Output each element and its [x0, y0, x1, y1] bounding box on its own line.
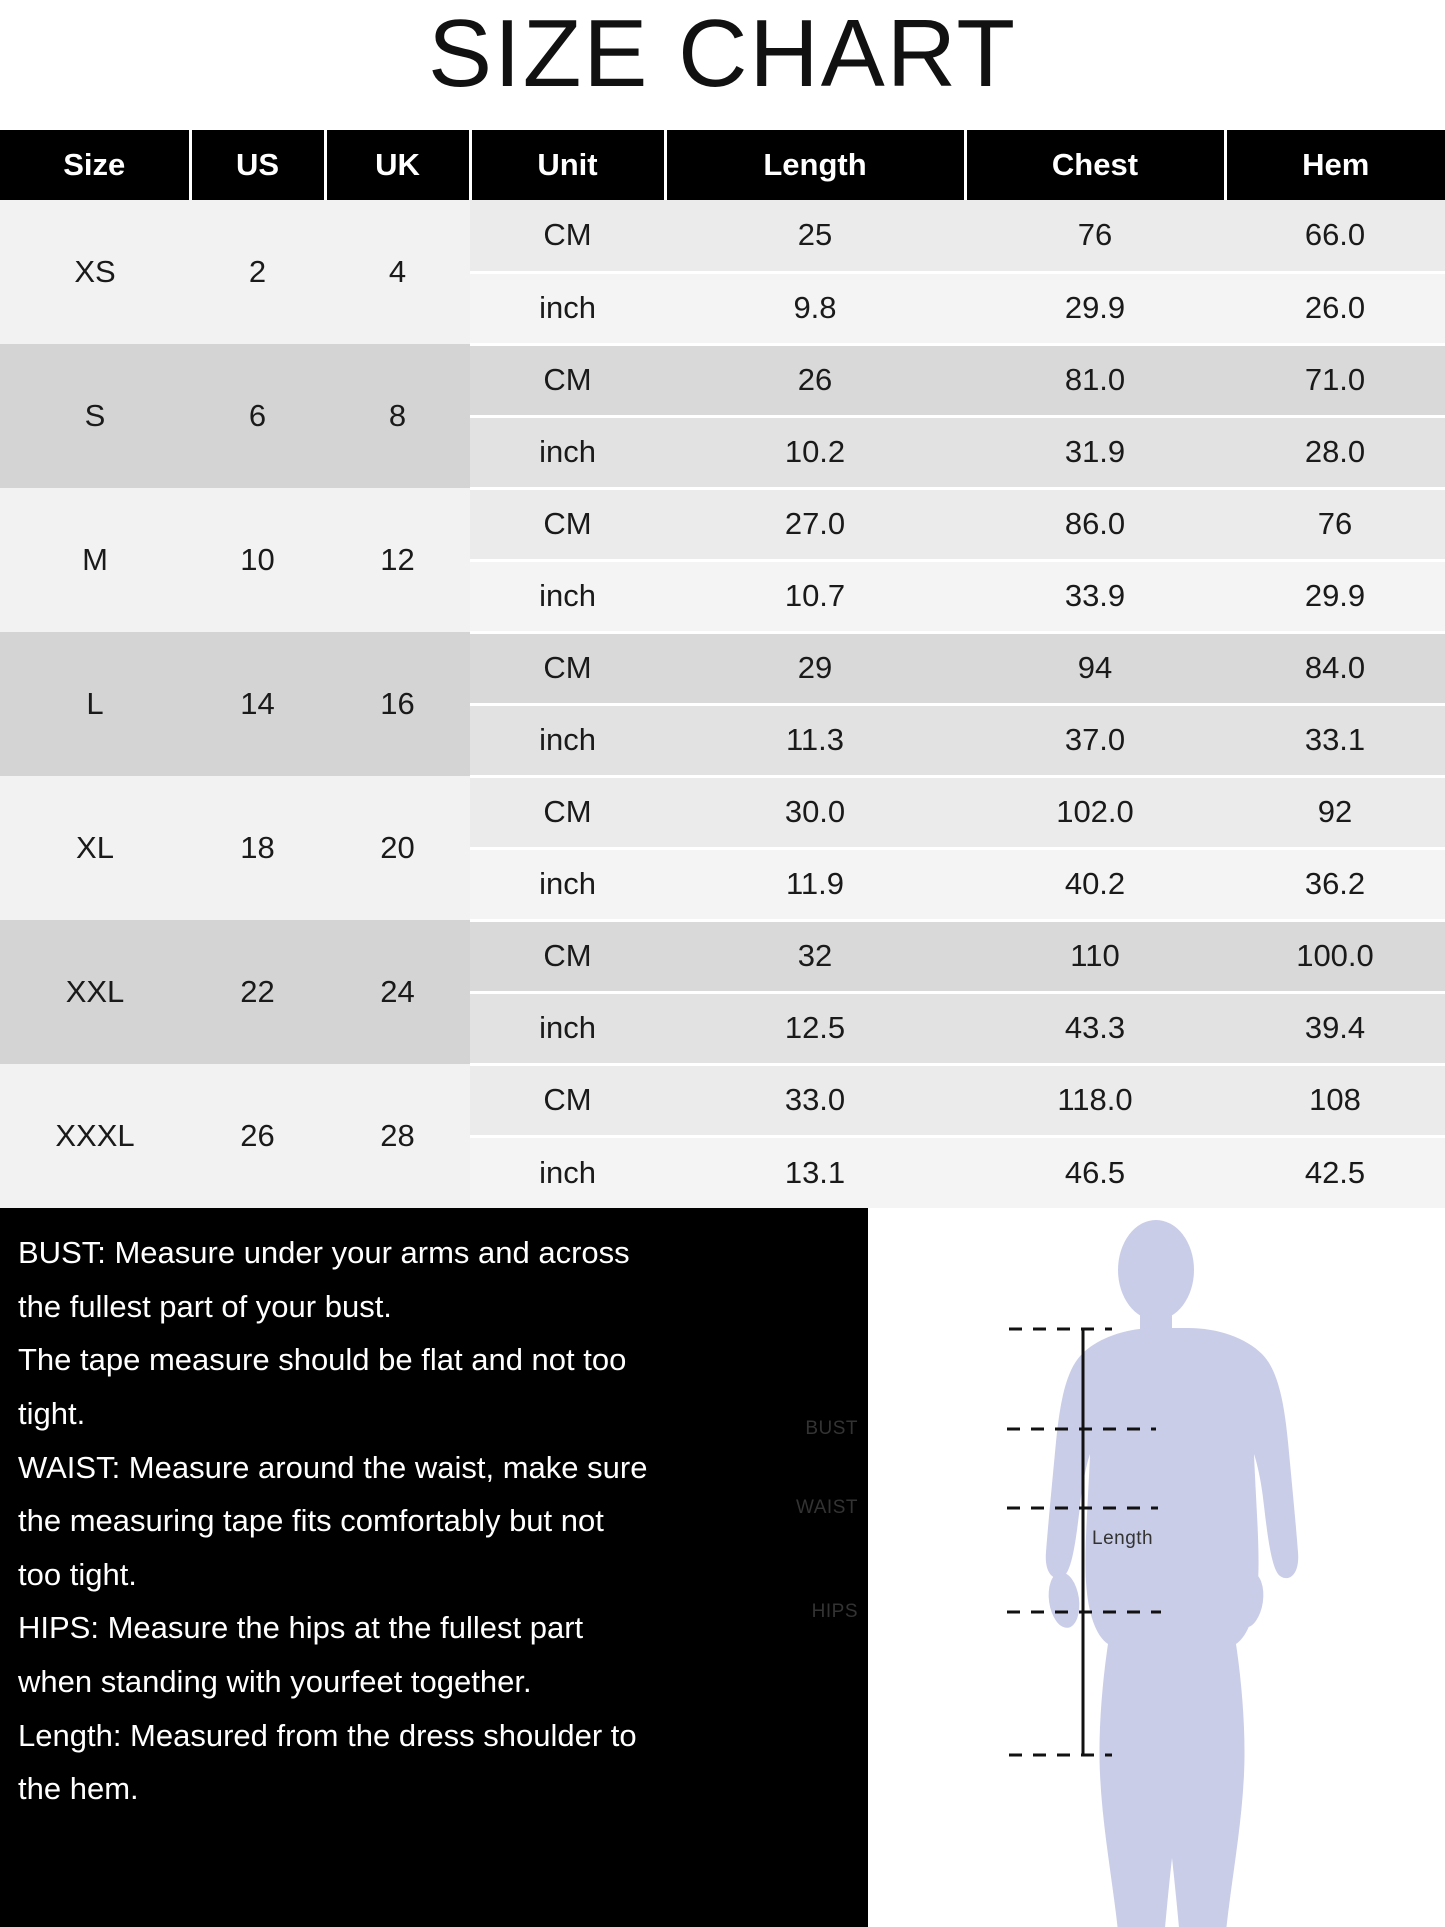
label-hips: HIPS — [811, 1601, 858, 1622]
size-chart-table — [0, 130, 1445, 1208]
cell-length: 32 — [665, 920, 965, 992]
cell-chest: 33.9 — [965, 560, 1225, 632]
cell-length: 29 — [665, 632, 965, 704]
cell-hem: 100.0 — [1225, 920, 1445, 992]
cell-size: XL — [0, 776, 190, 920]
header-unit: Unit — [470, 130, 665, 200]
cell-unit: CM — [470, 632, 665, 704]
body-measurement-figure — [796, 1208, 1445, 1927]
header-size: Size — [0, 130, 190, 200]
header-uk: UK — [325, 130, 470, 200]
table-row — [0, 632, 1445, 704]
cell-hem: 28.0 — [1225, 416, 1445, 488]
cell-unit: inch — [470, 416, 665, 488]
cell-hem: 29.9 — [1225, 560, 1445, 632]
cell-unit: inch — [470, 272, 665, 344]
header-length: Length — [665, 130, 965, 200]
note-line: the measuring tape fits comfortably but not — [18, 1503, 604, 1539]
cell-chest: 37.0 — [965, 704, 1225, 776]
cell-uk: 20 — [325, 776, 470, 920]
cell-unit: CM — [470, 920, 665, 992]
header-us: US — [190, 130, 325, 200]
table-row — [0, 776, 1445, 848]
cell-us: 2 — [190, 200, 325, 344]
table-row — [0, 1064, 1445, 1136]
cell-chest: 40.2 — [965, 848, 1225, 920]
cell-unit: CM — [470, 488, 665, 560]
header-hem: Hem — [1225, 130, 1445, 200]
cell-hem: 33.1 — [1225, 704, 1445, 776]
cell-unit: inch — [470, 848, 665, 920]
cell-size: S — [0, 344, 190, 488]
cell-hem: 108 — [1225, 1064, 1445, 1136]
cell-us: 26 — [190, 1064, 325, 1208]
cell-us: 18 — [190, 776, 325, 920]
cell-chest: 29.9 — [965, 272, 1225, 344]
label-waist: WAIST — [796, 1497, 858, 1518]
cell-length: 27.0 — [665, 488, 965, 560]
cell-chest: 102.0 — [965, 776, 1225, 848]
note-line: BUST: Measure under your arms and across — [18, 1235, 630, 1270]
cell-unit: CM — [470, 776, 665, 848]
cell-unit: CM — [470, 344, 665, 416]
note-line: too tight. — [18, 1556, 137, 1592]
cell-unit: inch — [470, 1136, 665, 1208]
label-bust: BUST — [805, 1418, 858, 1439]
cell-hem: 39.4 — [1225, 992, 1445, 1064]
cell-uk: 12 — [325, 488, 470, 632]
cell-length: 9.8 — [665, 272, 965, 344]
note-line: The tape measure should be flat and not too — [18, 1342, 627, 1378]
table-row — [0, 344, 1445, 416]
table-header-row — [0, 130, 1445, 200]
page-title: SIZE CHART — [428, 0, 1017, 107]
cell-hem: 84.0 — [1225, 632, 1445, 704]
cell-chest: 31.9 — [965, 416, 1225, 488]
cell-chest: 46.5 — [965, 1136, 1225, 1208]
cell-length: 30.0 — [665, 776, 965, 848]
cell-length: 11.3 — [665, 704, 965, 776]
cell-length: 25 — [665, 200, 965, 272]
cell-uk: 8 — [325, 344, 470, 488]
cell-unit: inch — [470, 704, 665, 776]
cell-unit: CM — [470, 1064, 665, 1136]
cell-us: 14 — [190, 632, 325, 776]
cell-us: 6 — [190, 344, 325, 488]
label-length: Length — [1092, 1528, 1154, 1549]
cell-size: XXXL — [0, 1064, 190, 1208]
cell-size: M — [0, 488, 190, 632]
table-row — [0, 920, 1445, 992]
cell-hem: 71.0 — [1225, 344, 1445, 416]
cell-hem: 26.0 — [1225, 272, 1445, 344]
cell-hem: 36.2 — [1225, 848, 1445, 920]
cell-chest: 81.0 — [965, 344, 1225, 416]
note-line: HIPS: Measure the hips at the fullest part — [18, 1610, 584, 1646]
cell-unit: CM — [470, 200, 665, 272]
cell-hem: 92 — [1225, 776, 1445, 848]
cell-uk: 4 — [325, 200, 470, 344]
cell-length: 13.1 — [665, 1136, 965, 1208]
table-row — [0, 488, 1445, 560]
cell-uk: 24 — [325, 920, 470, 1064]
note-line: the fullest part of your bust. — [18, 1288, 392, 1324]
cell-size: XS — [0, 200, 190, 344]
cell-chest: 110 — [965, 920, 1225, 992]
note-line: WAIST: Measure around the waist, make sure — [18, 1449, 648, 1485]
table-row — [0, 200, 1445, 272]
cell-length: 10.2 — [665, 416, 965, 488]
note-line: when standing with yourfeet together. — [18, 1664, 532, 1699]
note-line: tight. — [18, 1395, 86, 1431]
cell-unit: inch — [470, 560, 665, 632]
note-line: Length: Measured from the dress shoulder to — [18, 1717, 637, 1753]
cell-chest: 94 — [965, 632, 1225, 704]
cell-length: 12.5 — [665, 992, 965, 1064]
cell-length: 11.9 — [665, 848, 965, 920]
cell-chest: 76 — [965, 200, 1225, 272]
cell-length: 10.7 — [665, 560, 965, 632]
cell-unit: inch — [470, 992, 665, 1064]
cell-size: XXL — [0, 920, 190, 1064]
cell-size: L — [0, 632, 190, 776]
cell-chest: 86.0 — [965, 488, 1225, 560]
cell-us: 22 — [190, 920, 325, 1064]
header-chest: Chest — [965, 130, 1225, 200]
measurement-guide-section — [0, 1208, 1445, 1927]
note-line: the hem. — [18, 1771, 139, 1807]
cell-hem: 66.0 — [1225, 200, 1445, 272]
measurement-notes — [0, 1208, 868, 1927]
cell-length: 26 — [665, 344, 965, 416]
cell-chest: 43.3 — [965, 992, 1225, 1064]
cell-hem: 42.5 — [1225, 1136, 1445, 1208]
cell-hem: 76 — [1225, 488, 1445, 560]
cell-uk: 28 — [325, 1064, 470, 1208]
cell-chest: 118.0 — [965, 1064, 1225, 1136]
cell-uk: 16 — [325, 632, 470, 776]
female-silhouette-icon — [868, 1208, 1445, 1927]
cell-length: 33.0 — [665, 1064, 965, 1136]
cell-us: 10 — [190, 488, 325, 632]
